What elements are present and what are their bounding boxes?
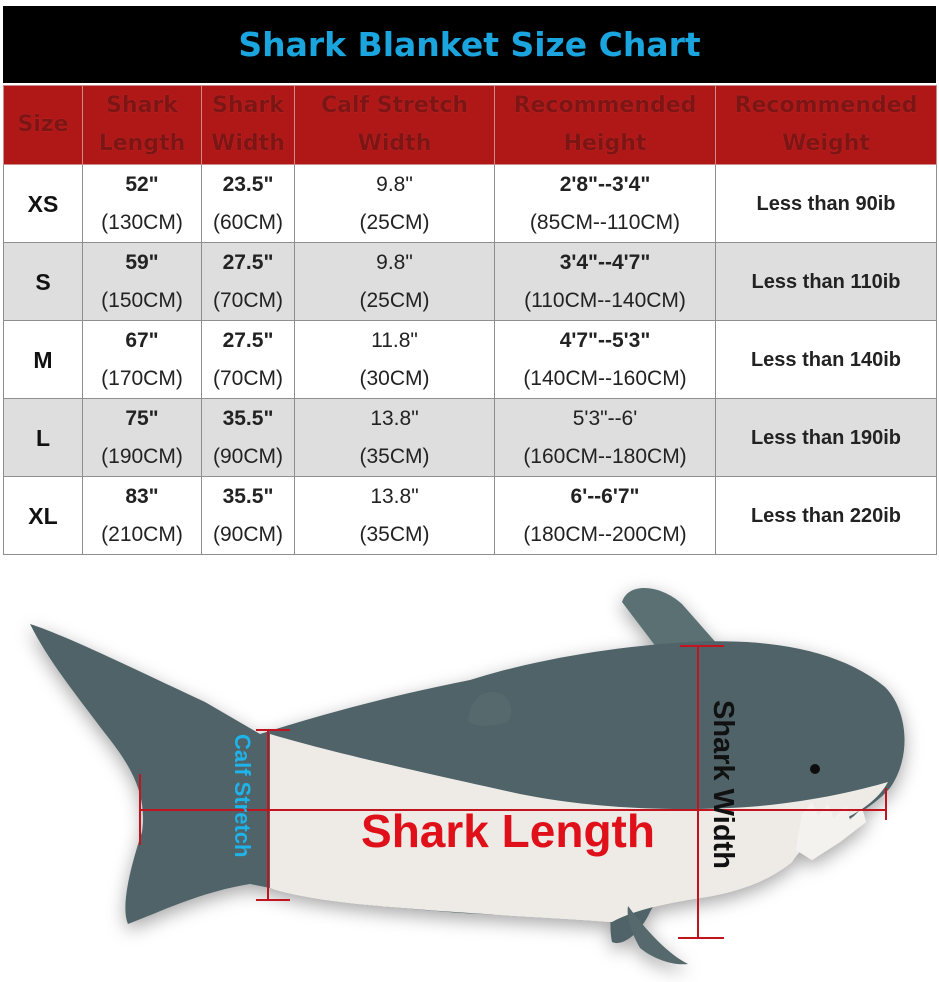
header-recommended-height: Recommended Height bbox=[495, 86, 716, 165]
height-cm: (110CM--140CM) bbox=[524, 288, 686, 312]
height-cm: (85CM--110CM) bbox=[529, 210, 681, 234]
calf-cell bbox=[295, 243, 495, 321]
length-inches: 83" bbox=[125, 484, 159, 508]
length-cell bbox=[83, 321, 202, 399]
calf-cell bbox=[295, 399, 495, 477]
length-cell bbox=[83, 399, 202, 477]
width-inches: 23.5" bbox=[222, 172, 274, 196]
weight-cell: Less than 220ib bbox=[716, 477, 937, 555]
table-row bbox=[4, 477, 937, 555]
width-cm: (90CM) bbox=[212, 444, 283, 468]
shark-length-label: Shark Length bbox=[361, 805, 655, 857]
width-cm: (70CM) bbox=[212, 366, 283, 390]
calf-cell bbox=[295, 321, 495, 399]
calf-stretch-label: Calf Stretch bbox=[230, 734, 255, 858]
height-feet: 3'4"--4'7" bbox=[559, 250, 651, 274]
shark-eye bbox=[810, 764, 820, 774]
length-cell bbox=[83, 477, 202, 555]
height-cm: (180CM--200CM) bbox=[523, 522, 687, 546]
calf-inches: 11.8" bbox=[371, 328, 418, 352]
weight-cell: Less than 110ib bbox=[716, 243, 937, 321]
width-cell bbox=[202, 321, 295, 399]
length-cm: (170CM) bbox=[101, 366, 183, 390]
size-table bbox=[3, 85, 937, 555]
length-cm: (190CM) bbox=[101, 444, 183, 468]
height-cell bbox=[495, 399, 716, 477]
header-shark-width: Shark Width bbox=[202, 86, 295, 165]
width-cm: (70CM) bbox=[212, 288, 283, 312]
calf-cm: (30CM) bbox=[359, 366, 430, 390]
size-cell: S bbox=[4, 243, 83, 321]
width-inches: 35.5" bbox=[222, 406, 274, 430]
calf-cell bbox=[295, 477, 495, 555]
length-inches: 75" bbox=[125, 406, 159, 430]
calf-inches: 9.8" bbox=[376, 172, 413, 196]
header-row bbox=[4, 86, 937, 165]
size-cell: M bbox=[4, 321, 83, 399]
width-inches: 27.5" bbox=[222, 250, 274, 274]
header-calf-stretch-width: Calf Stretch Width bbox=[295, 86, 495, 165]
length-cm: (210CM) bbox=[101, 522, 183, 546]
height-cm: (160CM--180CM) bbox=[523, 444, 687, 468]
size-cell: XL bbox=[4, 477, 83, 555]
width-cm: (90CM) bbox=[212, 522, 283, 546]
width-cm: (60CM) bbox=[212, 210, 283, 234]
shark-diagram-svg bbox=[0, 562, 939, 982]
chart-title: Shark Blanket Size Chart bbox=[238, 25, 701, 64]
header-size: Size bbox=[4, 86, 83, 165]
weight-cell: Less than 190ib bbox=[716, 399, 937, 477]
calf-cm: (25CM) bbox=[359, 288, 430, 312]
table-row bbox=[4, 399, 937, 477]
table-row bbox=[4, 165, 937, 243]
size-cell: XS bbox=[4, 165, 83, 243]
weight-cell: Less than 140ib bbox=[716, 321, 937, 399]
width-cell bbox=[202, 477, 295, 555]
chart-title-bar bbox=[3, 6, 936, 83]
height-cm: (140CM--160CM) bbox=[523, 366, 687, 390]
height-cell bbox=[495, 243, 716, 321]
height-feet: 5'3"--6' bbox=[572, 406, 638, 430]
header-recommended-weight: Recommended Weight bbox=[716, 86, 937, 165]
length-cm: (150CM) bbox=[101, 288, 183, 312]
header-shark-length: Shark Length bbox=[83, 86, 202, 165]
length-inches: 67" bbox=[125, 328, 159, 352]
width-cell bbox=[202, 165, 295, 243]
width-cell bbox=[202, 243, 295, 321]
size-cell: L bbox=[4, 399, 83, 477]
height-cell bbox=[495, 165, 716, 243]
width-inches: 27.5" bbox=[222, 328, 274, 352]
calf-cm: (35CM) bbox=[359, 522, 430, 546]
calf-cm: (35CM) bbox=[359, 444, 430, 468]
height-cell bbox=[495, 477, 716, 555]
shark-width-label: Shark Width bbox=[707, 700, 739, 869]
calf-cm: (25CM) bbox=[359, 210, 430, 234]
table-row bbox=[4, 243, 937, 321]
calf-inches: 13.8" bbox=[370, 484, 419, 508]
width-inches: 35.5" bbox=[222, 484, 274, 508]
table-row bbox=[4, 321, 937, 399]
length-inches: 59" bbox=[125, 250, 159, 274]
weight-cell: Less than 90ib bbox=[716, 165, 937, 243]
length-cm: (130CM) bbox=[101, 210, 183, 234]
height-feet: 6'--6'7" bbox=[570, 484, 640, 508]
shark-blanket-diagram bbox=[0, 562, 939, 982]
height-feet: 4'7"--5'3" bbox=[559, 328, 651, 352]
height-feet: 2'8"--3'4" bbox=[559, 172, 651, 196]
calf-inches: 9.8" bbox=[376, 250, 413, 274]
calf-inches: 13.8" bbox=[370, 406, 419, 430]
length-inches: 52" bbox=[125, 172, 159, 196]
calf-cell bbox=[295, 165, 495, 243]
width-cell bbox=[202, 399, 295, 477]
height-cell bbox=[495, 321, 716, 399]
length-cell bbox=[83, 165, 202, 243]
length-cell bbox=[83, 243, 202, 321]
